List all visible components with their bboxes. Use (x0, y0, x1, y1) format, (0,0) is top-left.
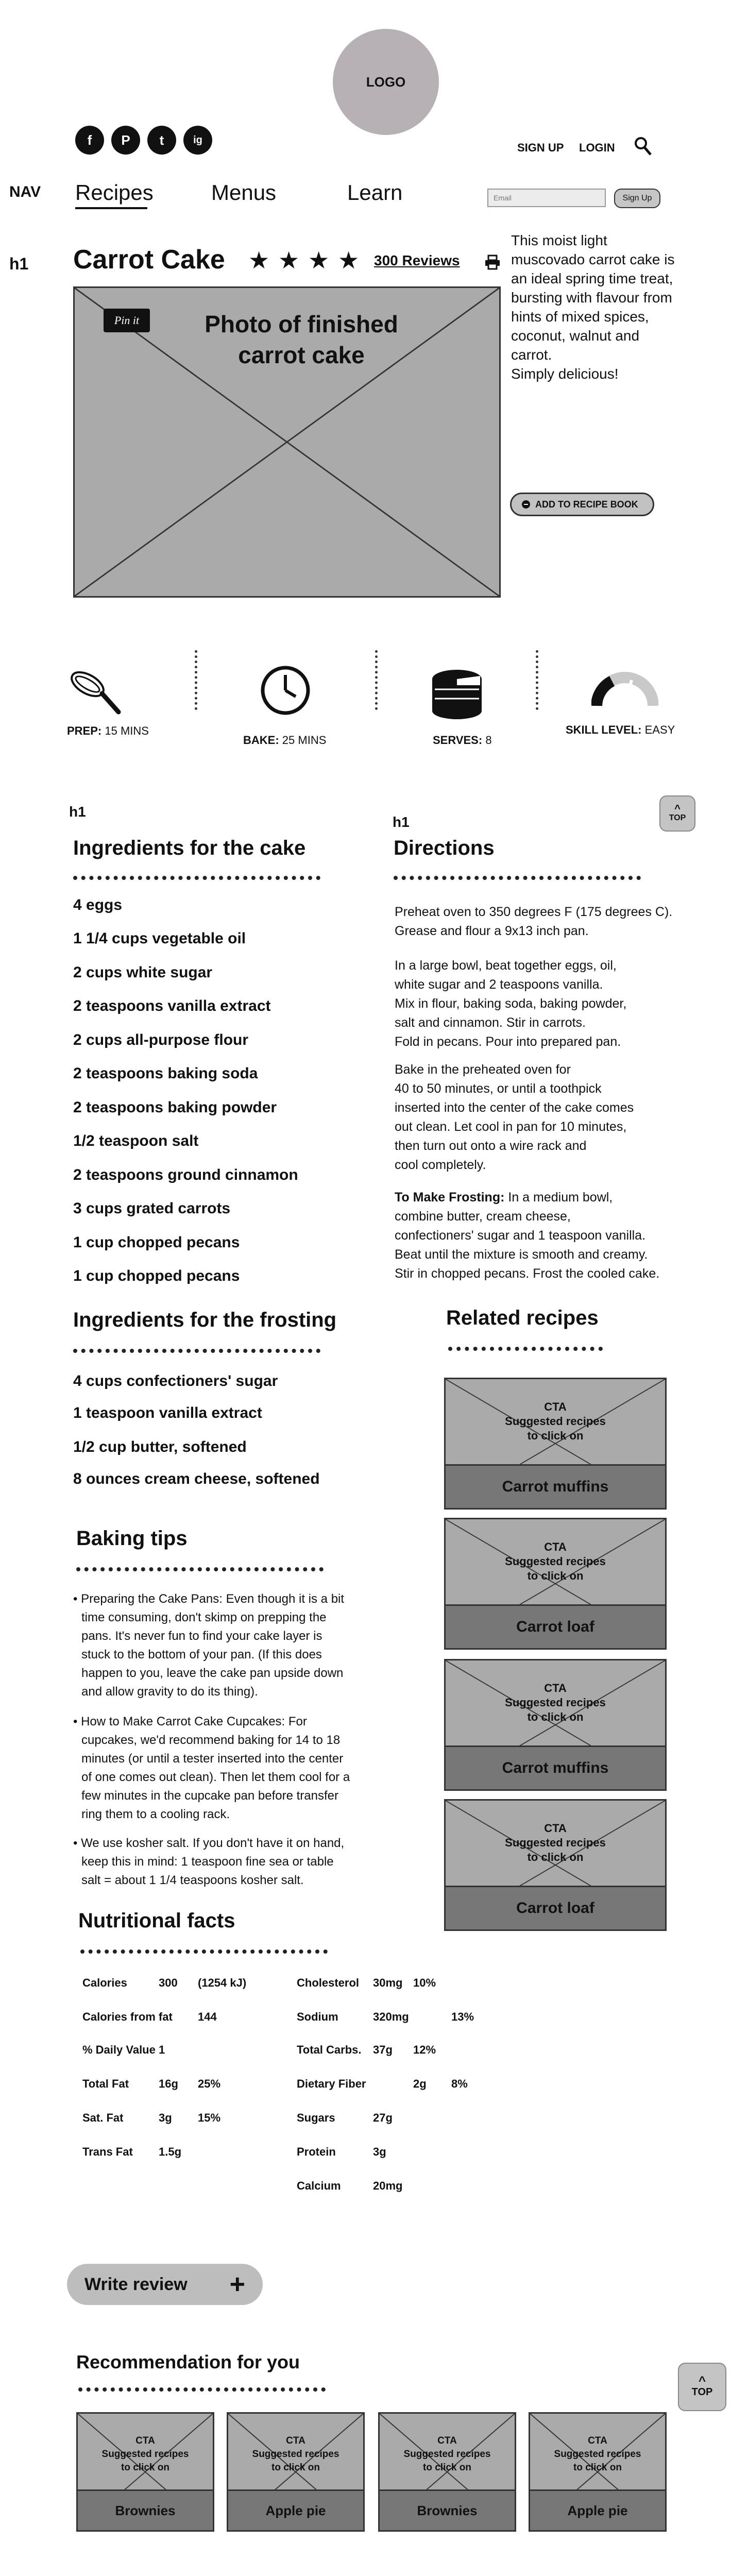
related-recipe-card[interactable] (444, 1659, 667, 1791)
ingredient-item: 2 teaspoons baking powder (73, 1099, 277, 1116)
related-recipe-card[interactable] (444, 1378, 667, 1510)
cta-text: CTA Suggested recipes to click on (505, 1400, 606, 1442)
direction-step: Preheat oven to 350 degrees F (175 degrees C). Grease and flour a 9x13 inch pan. (395, 905, 673, 938)
nav-item-recipes[interactable]: Recipes (75, 180, 154, 205)
logo-text: LOGO (366, 74, 406, 90)
ingredient-item: 3 cups grated carrots (73, 1200, 231, 1217)
frosting-item: 4 cups confectioners' sugar (73, 1372, 278, 1389)
card-label: Carrot loaf (446, 1604, 665, 1648)
tip-item: • How to Make Carrot Cake Cupcakes: For cupcakes, we'd recommend baking for 14 to 18 minutes (or until a tester inserted into the center of one comes out clean). Then let them cool for a few minutes in the cupcake pan before transfer ring them to a cooling rack. (73, 1715, 350, 1821)
card-label: Carrot loaf (446, 1886, 665, 1929)
recommendation-card[interactable] (76, 2412, 214, 2532)
card-label: Carrot muffins (446, 1464, 665, 1508)
ingredient-item: 1 1/4 cups vegetable oil (73, 930, 246, 947)
card-label: Carrot muffins (446, 1745, 665, 1789)
photo-caption: Photo of finished carrot cake (205, 311, 398, 368)
stat-divider (375, 650, 378, 710)
nav-item-menus[interactable]: Menus (211, 180, 277, 205)
frosting-divider (73, 1349, 320, 1353)
logo[interactable] (333, 29, 439, 135)
related-divider (448, 1347, 603, 1351)
recommendation-title: Recommendation for you (76, 2351, 300, 2372)
h1-annotation: h1 (9, 255, 29, 273)
search-icon[interactable] (634, 136, 652, 157)
nav-active-underline (75, 207, 147, 209)
cta-text: CTA Suggested recipes to click on (101, 2435, 189, 2473)
skill-gauge-icon (591, 670, 658, 711)
cta-text: CTA Suggested recipes to click on (252, 2435, 339, 2473)
ingredient-item: 2 cups all-purpose flour (73, 1031, 249, 1048)
stat-divider (195, 650, 197, 710)
recipe-description (511, 231, 676, 383)
cta-text: CTA Suggested recipes to click on (403, 2435, 491, 2473)
ingredient-item: 2 cups white sugar (73, 964, 213, 981)
ingredient-item: 2 teaspoons baking soda (73, 1065, 258, 1082)
back-to-top-button[interactable]: ^ TOP (659, 795, 695, 832)
cake-icon (429, 665, 485, 721)
description-tail: Simply delicious! (511, 366, 619, 382)
recipe-title: Carrot Cake (73, 245, 225, 275)
back-to-top-button[interactable]: ^ TOP (678, 2363, 726, 2411)
cta-text: CTA Suggested recipes to click on (554, 2435, 641, 2473)
nav-email-input[interactable] (487, 189, 606, 207)
nutrition-title: Nutritional facts (78, 1909, 235, 1932)
header-signup-link[interactable]: SIGN UP (517, 141, 564, 154)
rating-stars[interactable]: ★ ★ ★ ★ (248, 247, 361, 274)
tip-item: • Preparing the Cake Pans: Even though it is a bit time consuming, don't skimp on prepping the pans. It's never fun to find your cake layer is stuck to the bottom of your pan. (If this does happen to you, leave the cake pan upside down and allow gravity to do its thing). (73, 1592, 345, 1699)
facebook-icon[interactable]: f (75, 126, 104, 155)
related-recipe-card[interactable] (444, 1518, 667, 1650)
cta-text: CTA Suggested recipes to click on (505, 1822, 606, 1863)
stat-skill: SKILL LEVEL: EASY (566, 723, 675, 736)
recommendation-card[interactable] (529, 2412, 667, 2532)
recommendation-divider (78, 2387, 326, 2392)
frosting-item: 1 teaspoon vanilla extract (73, 1404, 262, 1421)
whisk-icon (67, 665, 124, 716)
minus-icon (522, 500, 530, 509)
nav-signup-button[interactable]: Sign Up (614, 189, 660, 208)
ingredient-item: 2 teaspoons vanilla extract (73, 997, 271, 1014)
cta-text: CTA Suggested recipes to click on (505, 1540, 606, 1582)
cta-text: CTA Suggested recipes to click on (505, 1682, 606, 1723)
instagram-icon[interactable]: ig (183, 126, 212, 155)
clock-icon (260, 665, 311, 716)
frosting-item: 1/2 cup butter, softened (73, 1438, 247, 1455)
print-icon[interactable] (484, 255, 501, 270)
nav-item-learn[interactable]: Learn (347, 180, 403, 205)
ingredient-item: 1 cup chopped pecans (73, 1234, 240, 1251)
card-label: Brownies (78, 2489, 213, 2530)
related-title: Related recipes (446, 1307, 599, 1329)
pin-it-button[interactable]: Pin it (104, 309, 150, 332)
tips-divider (76, 1567, 324, 1571)
frosting-title: Ingredients for the frosting (73, 1309, 337, 1331)
twitter-icon[interactable]: t (147, 126, 176, 155)
recommendation-card[interactable] (378, 2412, 516, 2532)
stat-serves: SERVES: 8 (433, 734, 492, 747)
stat-prep: PREP: 15 MINS (67, 724, 149, 737)
recipe-photo (73, 286, 501, 598)
tips-title: Baking tips (76, 1527, 188, 1550)
directions-h1-annotation: h1 (393, 814, 410, 830)
ingredient-item: 2 teaspoons ground cinnamon (73, 1166, 298, 1183)
ingredient-item: 1 cup chopped pecans (73, 1267, 240, 1284)
ingredients-h1-annotation: h1 (69, 804, 86, 820)
related-recipe-card[interactable] (444, 1799, 667, 1931)
card-label: Apple pie (530, 2489, 665, 2530)
ingredients-title: Ingredients for the cake (73, 837, 306, 859)
directions-divider (394, 876, 641, 880)
ingredient-item: 4 eggs (73, 896, 123, 913)
ingredient-item: 1/2 teaspoon salt (73, 1132, 199, 1149)
reviews-link[interactable]: 300 Reviews (374, 252, 460, 268)
description-text: This moist light muscovado carrot cake is an ideal spring time treat, bursting with flavour from hints of mixed spices, coconut, walnut and carrot. (511, 232, 675, 363)
add-to-recipe-book-button[interactable]: ADD TO RECIPE BOOK (510, 493, 654, 516)
directions-title: Directions (394, 837, 495, 859)
tip-item: • We use kosher salt. If you don't have it on hand, keep this in mind: 1 teaspoon fine sea or table salt = about 1 1/4 teaspoons kosher salt. (73, 1836, 345, 1887)
stat-bake: BAKE: 25 MINS (243, 734, 327, 747)
direction-step: In a large bowl, beat together eggs, oil, white sugar and 2 teaspoons vanilla. Mix in flour, baking soda, baking powder, salt and cinnamon. Stir in carrots. Fold in pecans. Pour into prepared pan. (395, 958, 627, 1049)
nav-annotation: NAV (9, 183, 41, 200)
stat-divider (536, 650, 538, 710)
write-review-button[interactable]: Write review + (67, 2264, 263, 2305)
frosting-item: 8 ounces cream cheese, softened (73, 1470, 320, 1487)
nutrition-divider (80, 1950, 328, 1954)
plus-icon: + (229, 2269, 245, 2299)
direction-step: Bake in the preheated oven for 40 to 50 minutes, or until a toothpick inserted into the center of the cake comes out clean. Let cool in pan for 10 minutes, then turn out onto a wire rack and cool completely. (395, 1062, 634, 1172)
card-label: Apple pie (228, 2489, 363, 2530)
header-login-link[interactable]: LOGIN (579, 141, 615, 154)
pinterest-icon[interactable]: P (111, 126, 140, 155)
ingredients-divider (73, 876, 320, 880)
card-label: Brownies (380, 2489, 515, 2530)
direction-step: To Make Frosting: In a medium bowl, combine butter, cream cheese, confectioners' sugar and 1 teaspoon vanilla. Beat until the mixture is smooth and creamy. Stir in chopped pecans. Frost the cooled cake. (395, 1190, 660, 1281)
recommendation-card[interactable] (227, 2412, 365, 2532)
